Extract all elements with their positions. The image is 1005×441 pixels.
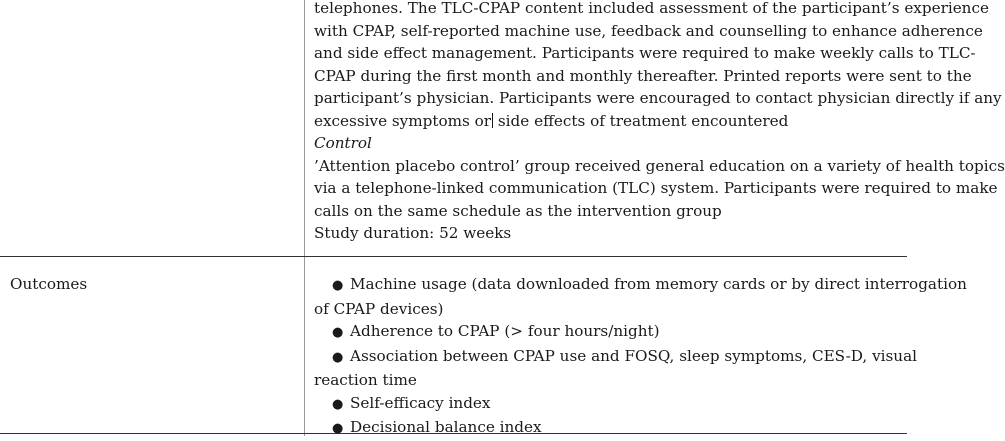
- bullet-icon: ●: [332, 421, 344, 436]
- outcome-item: [314, 392, 904, 417]
- outcome-item: [314, 416, 904, 441]
- outcomes-label: Outcomes: [10, 275, 88, 293]
- bullet-icon: ●: [332, 278, 344, 293]
- interventions-cell: [314, 0, 1005, 245]
- outcome-text: Self-efficacy index: [350, 393, 491, 412]
- outcome-continuation: reaction time: [314, 371, 417, 389]
- control-line: via a telephone-linked communication (TLC) system. Participants were required to make: [314, 179, 998, 197]
- outcome-text: Association between CPAP use and FOSQ, sleep symptoms, CES-D, visual: [350, 346, 917, 365]
- intervention-last-line: [314, 110, 904, 133]
- outcome-text: Machine usage (data downloaded from memory cards or by direct interrogation: [350, 275, 967, 293]
- study-duration: Study duration: 52 weeks: [314, 224, 512, 242]
- intervention-line: with CPAP, self-reported machine use, feedback and counselling to enhance adherence: [314, 21, 983, 40]
- outcome-continuation: of CPAP devices): [314, 299, 444, 318]
- intervention-line: participant’s physician. Participants were encouraged to contact physician directly if any: [314, 89, 1002, 107]
- outcomes-cell: [314, 273, 967, 441]
- intervention-text-after-cursor: side effects of treatment encountered: [493, 111, 789, 130]
- column-divider: [304, 0, 305, 436]
- intervention-line: CPAP during the first month and monthly thereafter. Printed reports were sent to the: [314, 66, 972, 85]
- bullet-icon: ●: [332, 349, 344, 365]
- intervention-line: and side effect management. Participants were required to make weekly calls to TLC-: [314, 44, 976, 62]
- bullet-icon: ●: [332, 325, 344, 340]
- control-line: calls on the same schedule as the intervention group: [314, 201, 722, 220]
- row-divider: [0, 256, 907, 257]
- outcome-item: [314, 320, 904, 345]
- intervention-text-before-cursor: excessive symptoms or: [314, 111, 492, 130]
- control-heading: Control: [314, 134, 372, 152]
- outcome-item: [314, 273, 967, 320]
- bullet-icon: ●: [332, 396, 344, 412]
- outcome-item: [314, 345, 917, 392]
- control-line: ’Attention placebo control’ group received general education on a variety of health topics: [314, 156, 1005, 175]
- outcome-text: Decisional balance index: [350, 418, 542, 436]
- intervention-line: telephones. The TLC-CPAP content included assessment of the participant’s experience: [314, 0, 989, 17]
- outcome-text: Adherence to CPAP (> four hours/night): [350, 322, 660, 340]
